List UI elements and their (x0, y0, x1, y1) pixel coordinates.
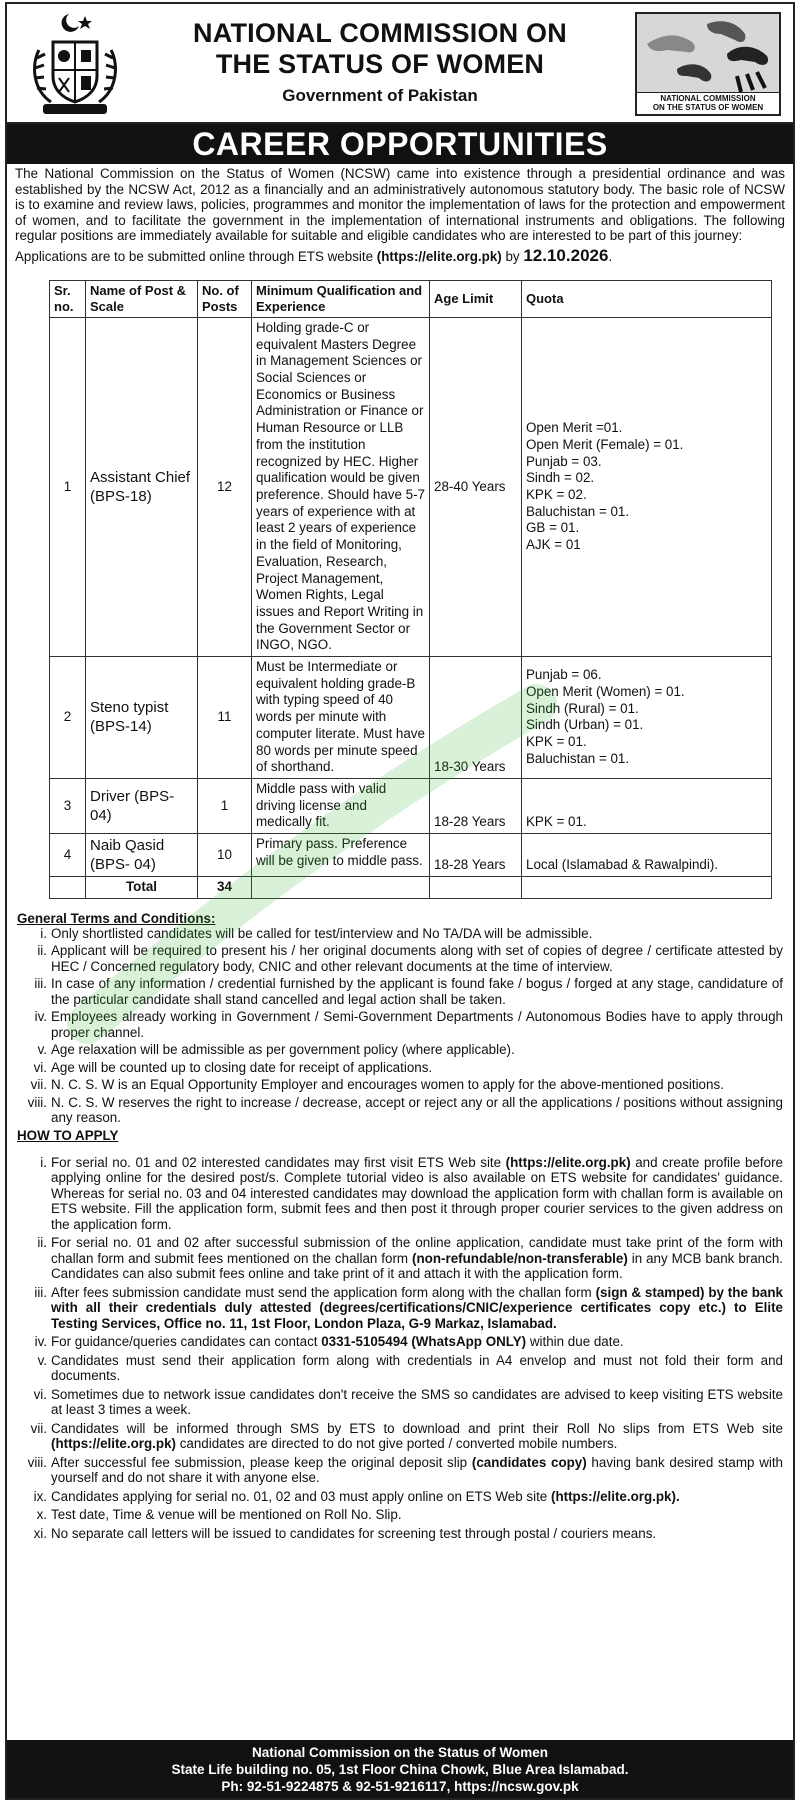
item-text: within due date. (526, 1334, 624, 1350)
item-text: and create profile before applying online for the desired post/s. Complete tutorial video is also available on ETS website for candidates' guidance. Whereas for serial no. 03 and 04 interested candidates may download the application form with challan form is available on ETS website. Fill the application form, submit fees and then post it through proper courier services to the given address on the application form. (51, 1154, 783, 1232)
quota-line: Open Merit (Women) = 01. (526, 684, 685, 700)
quota-line: Baluchistan = 01. (526, 750, 630, 766)
row-post-name: Assistant Chief (BPS-18) (86, 317, 198, 656)
quota-line: Open Merit (Female) = 01. (526, 436, 684, 452)
row-sr: 3 (50, 778, 86, 833)
item-number: v. (37, 1042, 47, 1058)
header-age-limit: Age Limit (430, 280, 522, 317)
item-text: Sometimes due to network issue candidates don't receive the SMS so candidates are advised to keep visiting ETS website at least 3 times a week. (51, 1386, 783, 1418)
item-text: Candidates will be informed through SMS by ETS to download and print their Roll No slips from ETS Web site (51, 1420, 783, 1436)
closing-date: 12.10.2026 (523, 245, 609, 265)
logo-caption-line-1: NATIONAL COMMISSION (660, 94, 756, 103)
item-text: Age will be counted up to closing date for receipt of applications. (51, 1059, 433, 1075)
item-number: iii. (34, 976, 47, 992)
career-opportunities-banner: CAREER OPPORTUNITIES (7, 124, 793, 164)
apply-prefix: Applications are to be submitted online through ETS website (15, 248, 377, 264)
item-number: iv. (34, 1009, 47, 1025)
organization-subtitle: Government of Pakistan (282, 86, 478, 105)
item-text: For guidance/queries candidates can contact (51, 1334, 322, 1350)
quota-line: KPK = 01. (526, 734, 587, 750)
item-number: xi. (33, 1525, 47, 1541)
list-item (29, 1042, 783, 1058)
row-posts: 11 (198, 657, 252, 779)
list-item (29, 1526, 783, 1542)
item-number: iv. (34, 1334, 47, 1350)
row-age-limit: 18-28 Years (430, 834, 522, 877)
list-item (29, 1285, 783, 1332)
list-item (29, 1334, 783, 1350)
logo-caption (637, 92, 779, 114)
list-item (29, 1095, 783, 1126)
row-age-limit: 18-30 Years (430, 657, 522, 779)
item-number: iii. (34, 1284, 47, 1300)
item-text: candidates are directed to do not give ported / converted mobile numbers. (175, 1436, 618, 1452)
header-sr: Sr. no. (50, 280, 86, 317)
row-age-limit: 18-28 Years (430, 778, 522, 833)
item-text: For serial no. 01 and 02 interested candidates may first visit ETS Web site (51, 1154, 506, 1170)
row-quota (522, 317, 772, 656)
positions-table (49, 280, 772, 899)
quota-line: Baluchistan = 01. (526, 503, 630, 519)
row-qualification: Must be Intermediate or equivalent holding grade-B with typing speed of 40 words per minute with computer literate. Must have 80 words per minute speed of shorthand. (252, 657, 430, 779)
footer-org-name: National Commission on the Status of Women (251, 1745, 549, 1760)
item-text: N. C. S. W reserves the right to increase / decrease, accept or reject any or all the applications / positions without assigning any reason. (51, 1094, 783, 1126)
list-item (29, 1421, 783, 1452)
table-header-row (50, 280, 772, 317)
list-item (29, 1009, 783, 1040)
item-text: Age relaxation will be admissible as per government policy (where applicable). (51, 1042, 515, 1058)
quota-line: Sindh = 02. (526, 470, 595, 486)
intro-paragraph: The National Commission on the Status of Women (NCSW) came into existence through a presidential ordinance and was established by the NCSW Act, 2012 as a financially and an administratively autonomous statutory body. The basic role of NCSW is to examine and review laws, policies, programmes and monitor the implementation of laws for the protection and empowerment of women, and to facilitate the government in the implementation of international instruments and obligations. The following regular positions are immediately available for suitable and eligible candidates who are interested to be part of this journey: (15, 166, 785, 244)
terms-list (7, 926, 793, 1126)
item-number: ii. (37, 1235, 47, 1251)
quota-line: Local (Islamabad & Rawalpindi). (526, 857, 719, 873)
ets-website-link[interactable]: (https://elite.org.pk) (51, 1436, 176, 1452)
list-item (29, 1077, 783, 1093)
footer-address: State Life building no. 05, 1st Floor China Chowk, Blue Area Islamabad. (171, 1762, 629, 1777)
government-emblem-icon (29, 10, 121, 118)
item-number: vii. (30, 1077, 47, 1093)
row-qualification: Middle pass with valid driving license and medically fit. (252, 778, 430, 833)
apply-end: . (608, 248, 613, 264)
row-posts: 1 (198, 778, 252, 833)
list-item (29, 1353, 783, 1384)
item-text: No separate call letters will be issued to candidates for screening test through postal / couriers means. (51, 1525, 657, 1541)
total-value: 34 (198, 877, 252, 899)
header-quota: Quota (522, 280, 772, 317)
item-number: vi. (33, 1059, 47, 1075)
list-item (29, 1489, 783, 1505)
row-post-name: Naib Qasid (BPS- 04) (86, 834, 198, 877)
terms-title: General Terms and Conditions: (17, 910, 216, 926)
table-row (50, 657, 772, 779)
row-quota (522, 778, 772, 833)
list-item (29, 1387, 783, 1418)
total-empty-cell (522, 877, 772, 899)
contact-number: 0331-5105494 (WhatsApp ONLY) (321, 1334, 527, 1350)
footer-contact: Ph: 92-51-9224875 & 92-51-9216117, https://ncsw.gov.pk (221, 1779, 579, 1794)
apply-by: by (501, 248, 524, 264)
item-bold-text: (candidates copy) (471, 1454, 587, 1470)
apply-deadline-line (7, 244, 793, 268)
row-qualification: Primary pass. Preference will be given to middle pass. (252, 834, 430, 877)
item-number: i. (40, 1154, 47, 1170)
table-row (50, 778, 772, 833)
row-sr: 2 (50, 657, 86, 779)
organization-name (137, 18, 623, 80)
row-sr: 1 (50, 317, 86, 656)
header-qualification: Minimum Qualification and Experience (252, 280, 430, 317)
how-to-apply-list (7, 1155, 793, 1542)
table-row (50, 834, 772, 877)
row-posts: 12 (198, 317, 252, 656)
list-item (29, 943, 783, 974)
header-post-name: Name of Post & Scale (86, 280, 198, 317)
item-text: in any MCB bank branch. Candidates can also submit fees online and take print of it and attach it with the application form. (51, 1250, 783, 1282)
quota-line: KPK = 02. (526, 487, 587, 502)
list-item (29, 1155, 783, 1233)
item-number: viii. (27, 1454, 47, 1470)
list-item (29, 1507, 783, 1523)
item-text: Candidates applying for serial no. 01, 02 and 03 must apply online on ETS Web site (51, 1488, 551, 1504)
item-number: ii. (37, 943, 47, 959)
quota-line: Punjab = 06. (526, 667, 602, 683)
item-text: Applicant will be required to present his / her original documents along with set of copies of degree / certificate attested by HEC / Concerned regulatory body, CNIC and other relevant documents at the time of interview. (51, 943, 783, 974)
total-empty-cell (430, 877, 522, 899)
header-no-of-posts: No. of Posts (198, 280, 252, 317)
item-number: ix. (33, 1488, 47, 1504)
list-item (29, 1060, 783, 1076)
item-number: vi. (33, 1386, 47, 1402)
header (7, 4, 793, 124)
row-post-name: Driver (BPS-04) (86, 778, 198, 833)
total-label: Total (86, 877, 198, 899)
item-bold-text: (non-refundable/non-transferable) (412, 1250, 628, 1266)
title-line-2: THE STATUS OF WOMEN (215, 49, 545, 79)
ets-website-link[interactable]: (https://elite.org.pk) (505, 1154, 631, 1170)
item-number: vii. (30, 1420, 47, 1436)
total-empty-cell (252, 877, 430, 899)
list-item (29, 976, 783, 1007)
ncsw-logo (635, 12, 781, 116)
item-text: N. C. S. W is an Equal Opportunity Employer and encourages women to apply for the above-mentioned positions. (51, 1077, 724, 1093)
row-quota (522, 834, 772, 877)
job-advertisement (5, 2, 795, 1800)
item-number: x. (36, 1507, 47, 1523)
item-number: i. (40, 925, 47, 941)
ets-website-link[interactable]: (https://elite.org.pk) (376, 248, 502, 264)
list-item (29, 926, 783, 942)
quota-line: Open Merit =01. (526, 420, 623, 436)
quota-line: Punjab = 03. (526, 453, 602, 469)
hands-logo-icon (637, 14, 779, 94)
row-posts: 10 (198, 834, 252, 877)
item-bold-text: (sign & stamped) by the bank with all their credentials duly attested (degrees/certifications/CNIC/experience certificates copy etc.) to Elite Testing Services, Office no. 11, 1st Floor, London Plaza, G-9 Markaz, Islamabad. (51, 1284, 784, 1331)
row-sr: 4 (50, 834, 86, 877)
item-text: In case of any information / credential furnished by the applicant is found fake / bogus / forged at any stage, candidature of the particular candidate shall stand cancelled and legal action shall be taken. (51, 976, 783, 1007)
table-total-row (50, 877, 772, 899)
footer (7, 1740, 793, 1798)
item-text: having bank desired stamp with yourself and do not share it with anyone else. (51, 1454, 784, 1486)
title-line-1: NATIONAL COMMISSION ON (193, 18, 567, 48)
table-row (50, 317, 772, 656)
quota-line: AJK = 01 (526, 537, 581, 553)
quota-line: GB = 01. (526, 520, 580, 536)
logo-caption-line-2: ON THE STATUS OF WOMEN (652, 103, 764, 112)
item-text: Candidates must send their application form along with credentials in A4 envelop and must not fold their form and documents. (51, 1352, 783, 1384)
ets-website-link[interactable]: (https://elite.org.pk). (550, 1488, 680, 1504)
item-text: Employees already working in Government / Semi-Government Departments / Autonomous Bodies have to apply through proper channel. (51, 1009, 783, 1040)
row-qualification: Holding grade-C or equivalent Masters Degree in Management Sciences or Social Sciences or Economics or Business Administration or Finance or Human Resource or LLB from the institution recognized by HEC. Higher qualification would be given preference. Should have 5-7 years of experience with at least 2 years of experience in the field of Monitoring, Evaluation, Research, Project Management, Women Rights, Legal issues and Report Writing in the Government Sector or INGO, NGO. (252, 317, 430, 656)
item-number: viii. (27, 1094, 47, 1110)
item-text: For serial no. 01 and 02 after successful submission of the online application, candidate must take print of the form with challan form and submit fees mentioned on the challan form (51, 1235, 783, 1266)
item-text: Only shortlisted candidates will be called for test/interview and No TA/DA will be admissible. (51, 925, 593, 941)
list-item (29, 1455, 783, 1486)
item-text: After successful fee submission, please keep the original deposit slip (51, 1454, 472, 1470)
total-sr-cell (50, 877, 86, 899)
quota-line: Sindh (Urban) = 01. (526, 717, 644, 733)
item-text: After fees submission candidate must send the application form along with the challan form (51, 1284, 596, 1300)
how-to-apply-title: HOW TO APPLY (17, 1127, 119, 1143)
quota-line: KPK = 01. (526, 814, 587, 830)
quota-line: Sindh (Rural) = 01. (526, 700, 639, 716)
item-text: Test date, Time & venue will be mentioned on Roll No. Slip. (51, 1507, 402, 1523)
row-post-name: Steno typist (BPS-14) (86, 657, 198, 779)
list-item (29, 1235, 783, 1282)
item-number: v. (37, 1352, 47, 1368)
row-age-limit: 28-40 Years (430, 317, 522, 656)
row-quota (522, 657, 772, 779)
